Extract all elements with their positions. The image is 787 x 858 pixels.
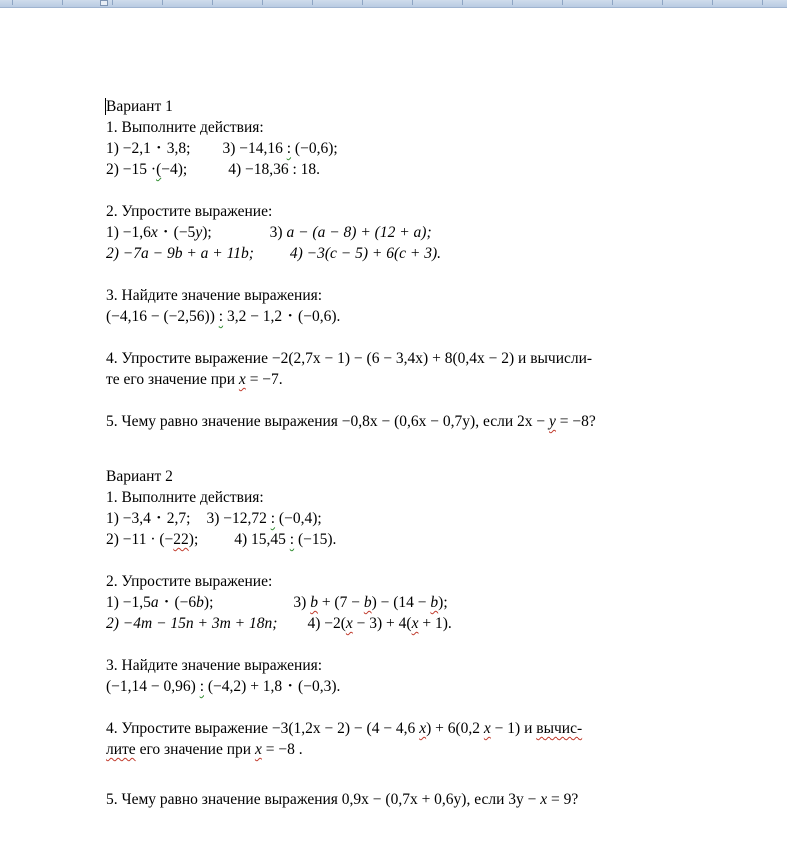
v1-task5: 5. Чему равно значение выражения −0,8x − (0,6x − 0,7y), если 2x − y = −8?: [106, 413, 596, 430]
variant2-title: Вариант 2: [106, 468, 173, 485]
ruler-tick: [62, 0, 63, 5]
v1-task1-row1: 1) −2,1 • 3,8; 3) −14,16 : (−0,6);: [106, 140, 338, 157]
v2-task4-line1: 4. Упростите выражение −3(1,2x − 2) − (4 − 4,6 x) + 6(0,2 x − 1) и вычис-: [106, 720, 583, 737]
document-page[interactable]: [106, 96, 706, 810]
v1-task2-row2: 2) −7a − 9b + a + 11b; 4) −3(c − 5) + 6(c + 3).: [106, 245, 442, 262]
variant1-title: Вариант 1: [106, 98, 173, 115]
v1-task3-heading: 3. Найдите значение выражения:: [106, 287, 323, 304]
v1-task1-row2: 2) −15 ·(−4); 4) −18,36 : 18.: [106, 161, 321, 178]
v1-task2-row1: 1) −1,6x • (−5y); 3) a − (a − 8) + (12 + a);: [106, 224, 432, 241]
v2-task3-expression: (−1,14 − 0,96) : (−4,2) + 1,8 • (−0,3).: [106, 678, 341, 695]
ruler-tick: [312, 0, 313, 5]
ruler-tick: [212, 0, 213, 5]
text-cursor: [105, 98, 106, 115]
ruler-tick: [112, 0, 113, 5]
ruler-tick: [462, 0, 463, 5]
ruler: [0, 0, 787, 8]
v2-task2-row1: 1) −1,5a • (−6b); 3) b + (7 − b) − (14 − b);: [106, 594, 448, 611]
v1-task3-expression: (−4,16 − (−2,56)) : 3,2 − 1,2 • (−0,6).: [106, 308, 341, 325]
v2-task2-heading: 2. Упростите выражение:: [106, 573, 273, 590]
ruler-tick: [362, 0, 363, 5]
ruler-tick: [562, 0, 563, 5]
v1-task2-heading: 2. Упростите выражение:: [106, 203, 273, 220]
ruler-tick: [662, 0, 663, 5]
v2-task3-heading: 3. Найдите значение выражения:: [106, 657, 323, 674]
v2-task1-heading: 1. Выполните действия:: [106, 489, 264, 506]
v2-task2-row2: 2) −4m − 15n + 3m + 18n; 4) −2(x − 3) + 4(x + 1).: [106, 615, 452, 632]
v2-task1-row2: 2) −11 · (−22); 4) 15,45 : (−15).: [106, 531, 337, 548]
ruler-tick: [262, 0, 263, 5]
ruler-tick: [512, 0, 513, 5]
v2-task4-line2: лите его значение при x = −8 .: [106, 741, 303, 758]
multiply-dot-icon: •: [156, 142, 161, 154]
ruler-indent-marker[interactable]: [100, 0, 108, 6]
v2-task1-row1: 1) −3,4 • 2,7; 3) −12,72 : (−0,4);: [106, 510, 322, 527]
v2-task5: 5. Чему равно значение выражения 0,9x − (0,7x + 0,6y), если 3y − x = 9?: [106, 791, 579, 808]
ruler-tick: [412, 0, 413, 5]
v1-task4-line1: 4. Упростите выражение −2(2,7x − 1) − (6 − 3,4x) + 8(0,4x − 2) и вычисли-: [106, 350, 593, 367]
ruler-tick: [12, 0, 13, 5]
v1-task1-heading: 1. Выполните действия:: [106, 119, 264, 136]
ruler-tick: [162, 0, 163, 5]
v1-task4-line2: те его значение при x = −7.: [106, 371, 283, 388]
ruler-tick: [612, 0, 613, 5]
ruler-tick: [762, 0, 763, 5]
ruler-tick: [712, 0, 713, 5]
